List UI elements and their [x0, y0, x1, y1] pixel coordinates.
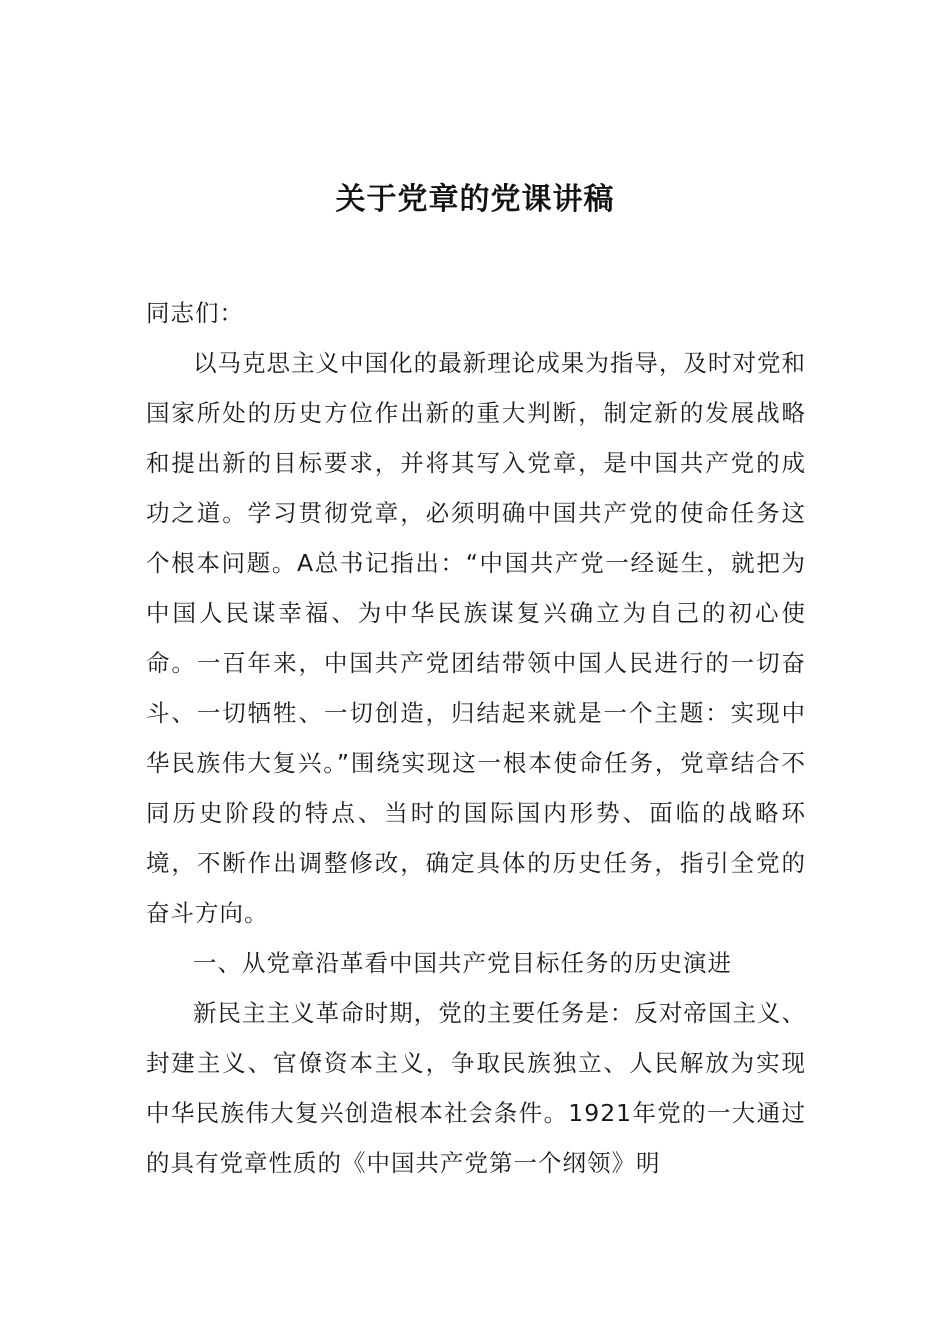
document-body — [146, 288, 806, 1188]
paragraph-intro: 以马克思主义中国化的最新理论成果为指导，及时对党和国家所处的历史方位作出新的重大判断，制定新的发展战略和提出新的目标要求，并将其写入党章，是中国共产党的成功之道。学习贯彻党章，必须明确中国共产党的使命任务这个根本问题。A总书记指出：“中国共产党一经诞生，就把为中国人民谋幸福、为中华民族谋复兴确立为自己的初心使命。一百年来，中国共产党团结带领中国人民进行的一切奋斗、一切牺牲、一切创造，归结起来就是一个主题：实现中华民族伟大复兴。”围绕实现这一根本使命任务，党章结合不同历史阶段的特点、当时的国际国内形势、面临的战略环境，不断作出调整修改，确定具体的历史任务，指引全党的奋斗方向。 — [146, 349, 806, 927]
section-heading-1: 一、从党章沿革看中国共产党目标任务的历史演进 — [193, 949, 732, 977]
document-title: 关于党章的党课讲稿 — [335, 182, 615, 218]
salutation: 同志们： — [146, 299, 244, 327]
paragraph-new-democratic-revolution: 新民主主义革命时期，党的主要任务是：反对帝国主义、封建主义、官僚资本主义，争取民族独立、人民解放为实现中华民族伟大复兴创造根本社会条件。1921年党的一大通过的具有党章性质的《中国共产党第一个纲领》明 — [146, 999, 806, 1177]
